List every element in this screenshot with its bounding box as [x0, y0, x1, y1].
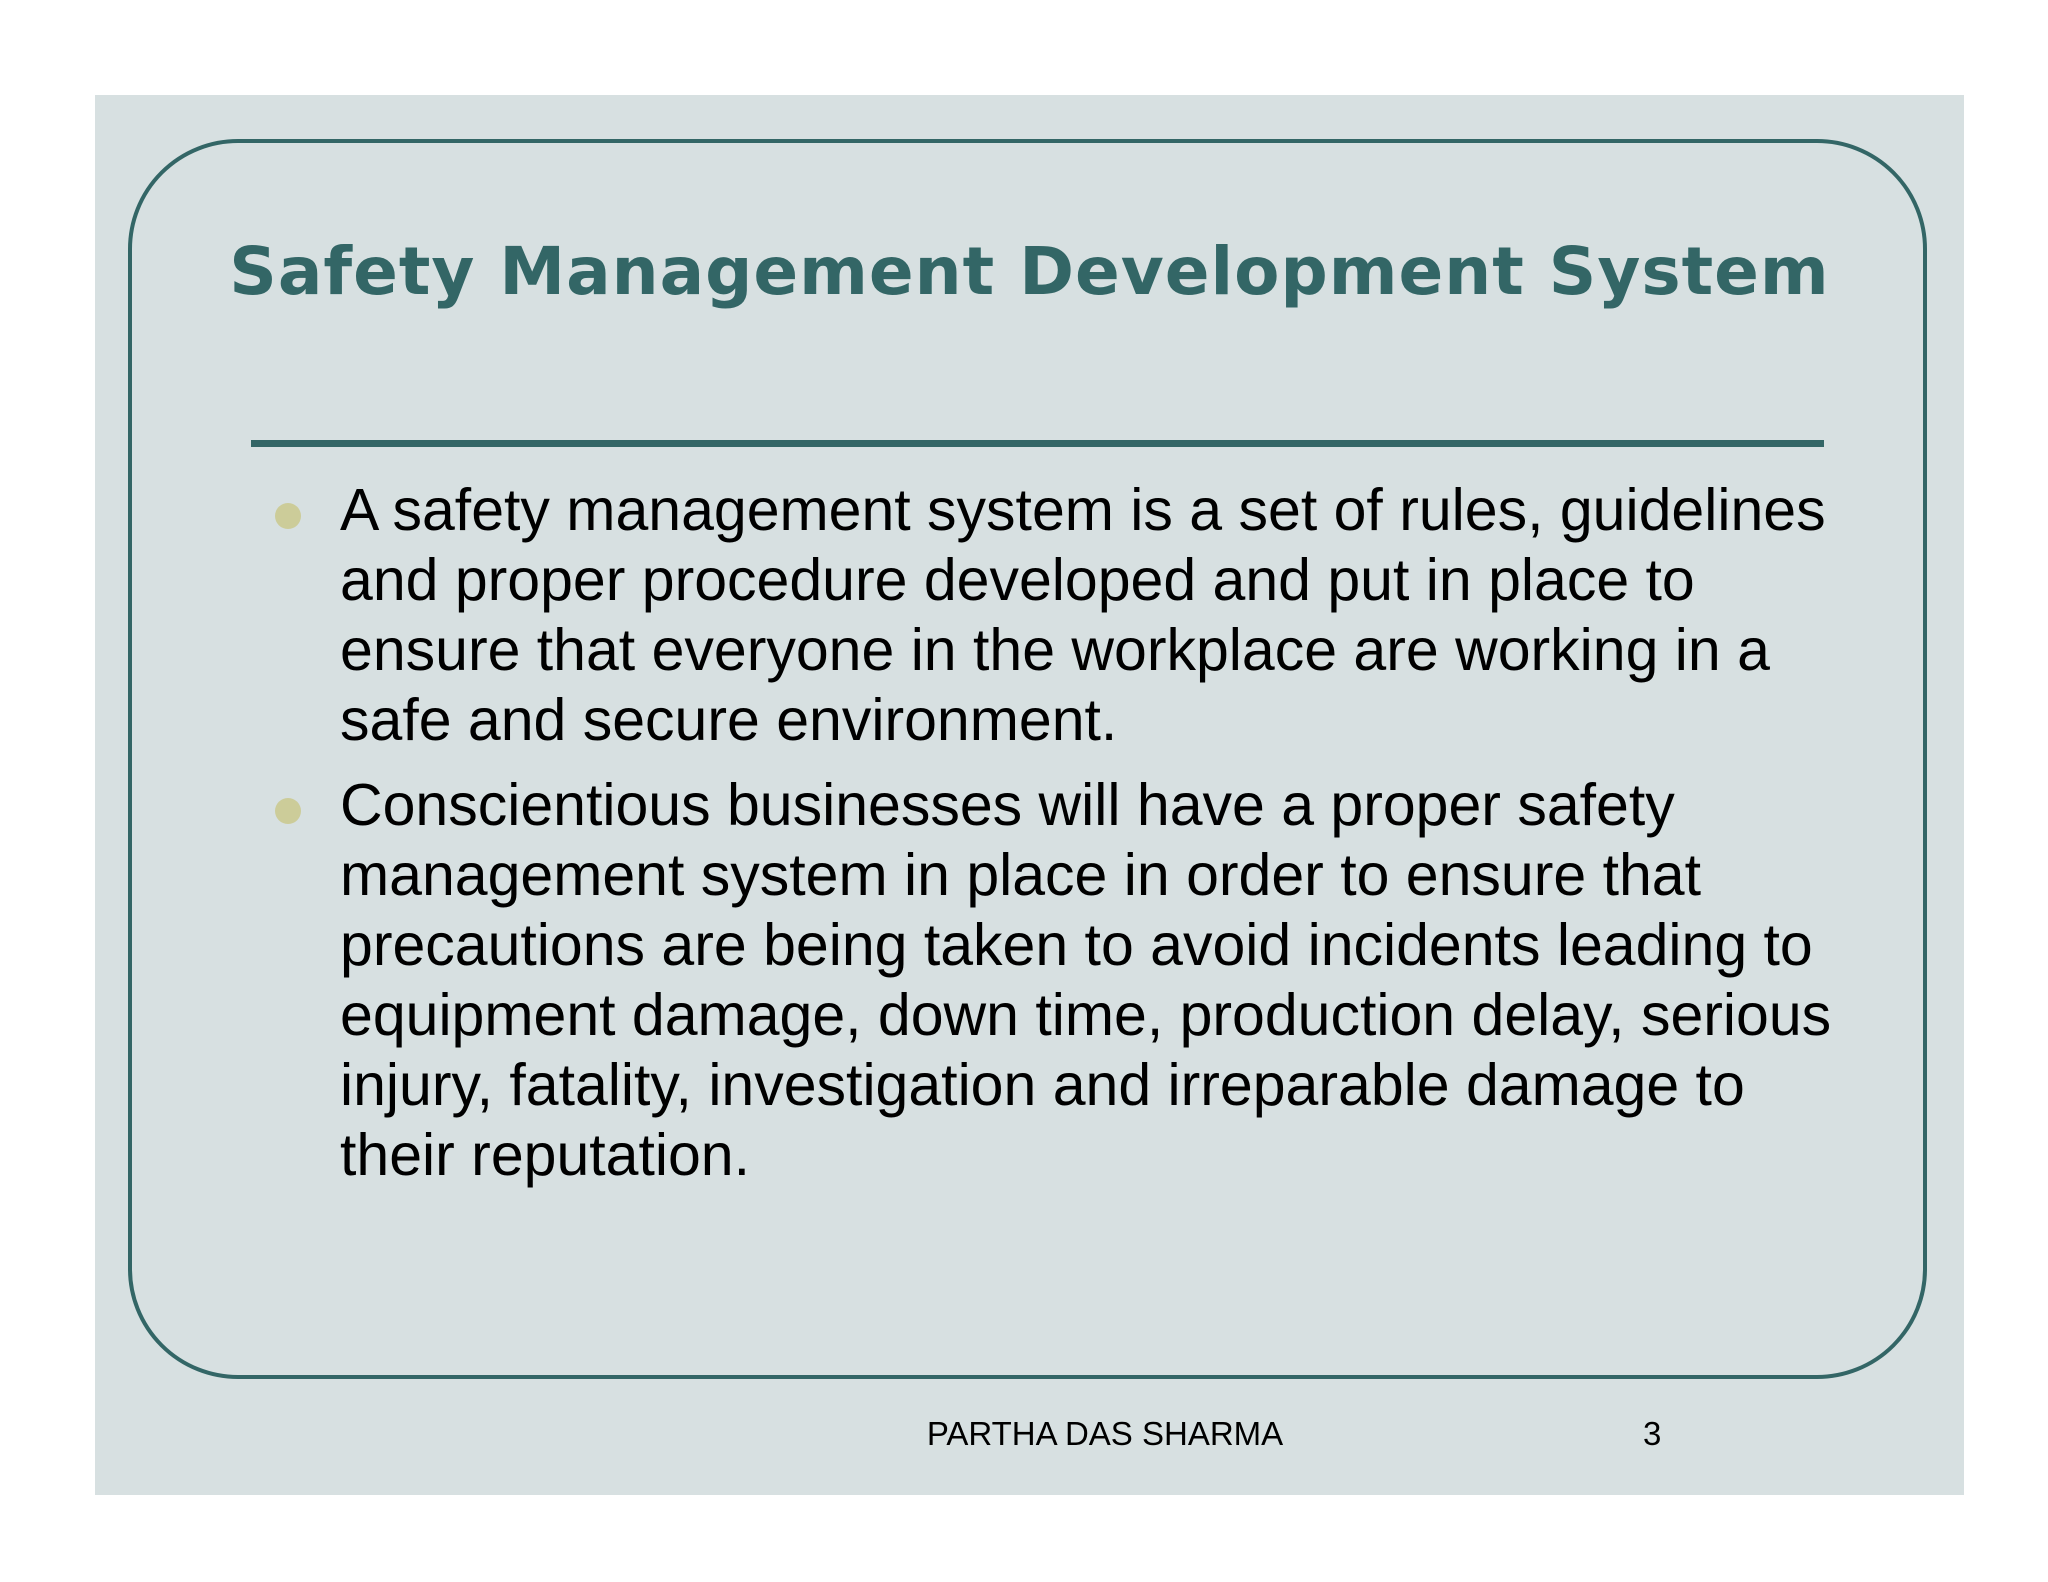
- page-number: 3: [1643, 1415, 1662, 1452]
- slide: [95, 95, 1964, 1495]
- bullet-text: Conscientious businesses will have a proper safety management system in place in order to ensure that precautions are being taken to avoid incidents leading to equipment damage, down time, production delay, serious injury, fatality, investigation and irreparable damage to their reputation.: [340, 772, 1832, 1188]
- bullet-dot-icon: [275, 798, 301, 824]
- bullet-text: A safety management system is a set of rules, guidelines and proper procedure developed and put in place to ensure that everyone in the workplace are working in a safe and secure environment.: [340, 477, 1826, 753]
- bullet-dot-icon: [275, 503, 301, 529]
- footer-author: PARTHA DAS SHARMA: [926, 1415, 1284, 1452]
- slide-title: Safety Management Development System: [229, 233, 1830, 310]
- title-divider: [251, 440, 1824, 447]
- bullet-item: [340, 475, 1840, 755]
- bullet-list: [340, 475, 1840, 1205]
- bullet-item: [340, 770, 1840, 1190]
